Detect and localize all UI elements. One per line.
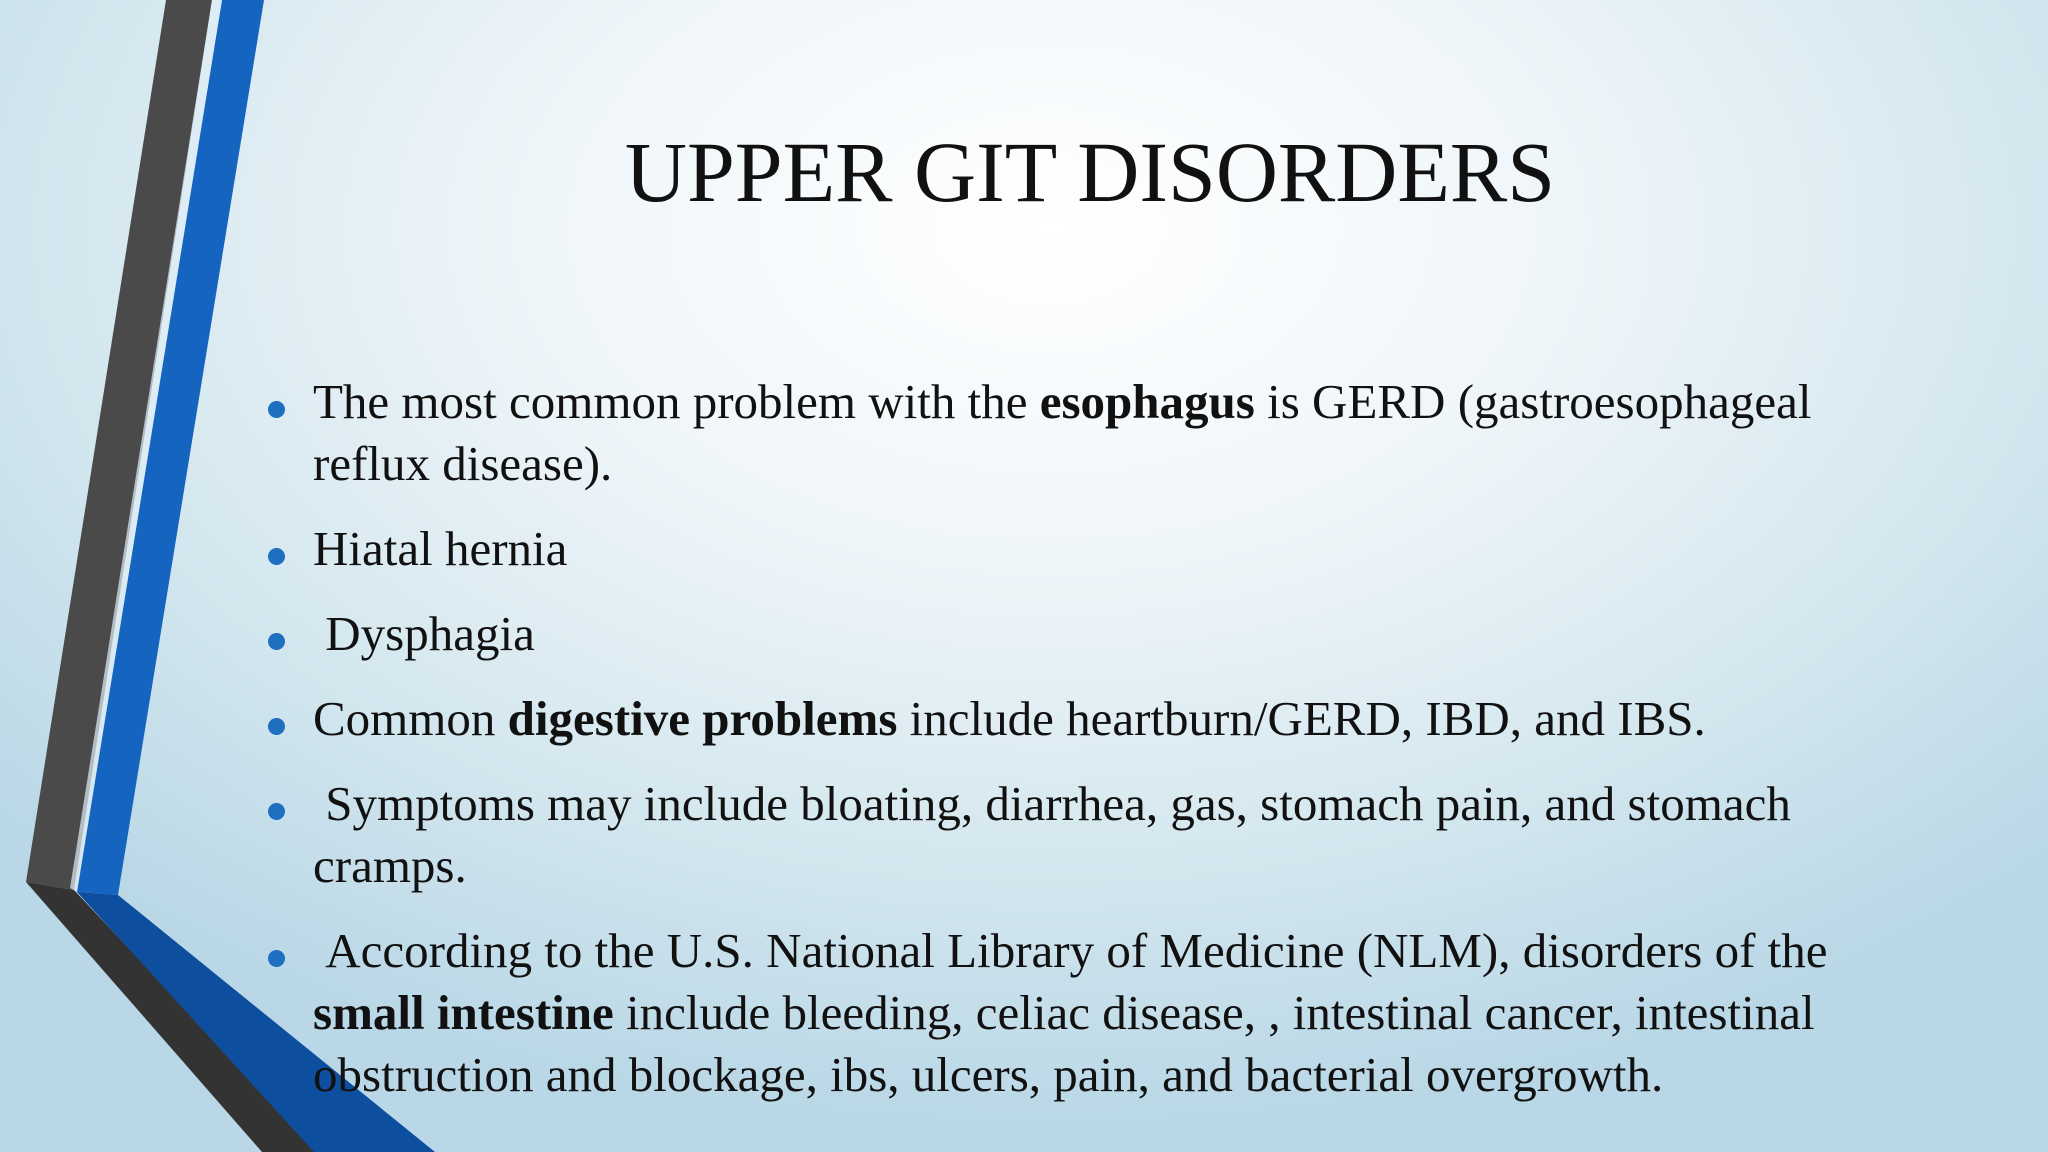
bullet-item-small-intestine bbox=[268, 920, 1928, 1106]
bullet-item-hiatal-hernia bbox=[268, 518, 1928, 580]
bullet-list bbox=[268, 371, 1928, 1129]
bullet-dot-icon bbox=[268, 803, 285, 820]
bullet-item-digestive-problems bbox=[268, 688, 1928, 750]
bullet-dot-icon bbox=[268, 718, 285, 735]
bullet-text: Dysphagia bbox=[313, 606, 535, 661]
bullet-item-dysphagia bbox=[268, 603, 1928, 665]
bullet-text: Hiatal hernia bbox=[313, 521, 568, 576]
bullet-text: The most common problem with the esophagus is GERD (gastroesophageal reflux disease). bbox=[313, 374, 1812, 491]
bullet-item-esophagus bbox=[268, 371, 1928, 495]
bullet-dot-icon bbox=[268, 950, 285, 967]
bullet-dot-icon bbox=[268, 401, 285, 418]
bullet-dot-icon bbox=[268, 548, 285, 565]
bullet-text: According to the U.S. National Library of Medicine (NLM), disorders of the small intestine include bleeding, celiac disease, , intestinal cancer, intestinal obstruction and blockage, ibs, ulcers, pain, and bacterial overgrowth. bbox=[313, 923, 1840, 1102]
bullet-item-symptoms bbox=[268, 773, 1928, 897]
bullet-text: Common digestive problems include heartburn/GERD, IBD, and IBS. bbox=[313, 691, 1706, 746]
bullet-dot-icon bbox=[268, 633, 285, 650]
slide-title: UPPER GIT DISORDERS bbox=[624, 124, 1556, 220]
bullet-text: Symptoms may include bloating, diarrhea, gas, stomach pain, and stomach cramps. bbox=[313, 776, 1804, 893]
